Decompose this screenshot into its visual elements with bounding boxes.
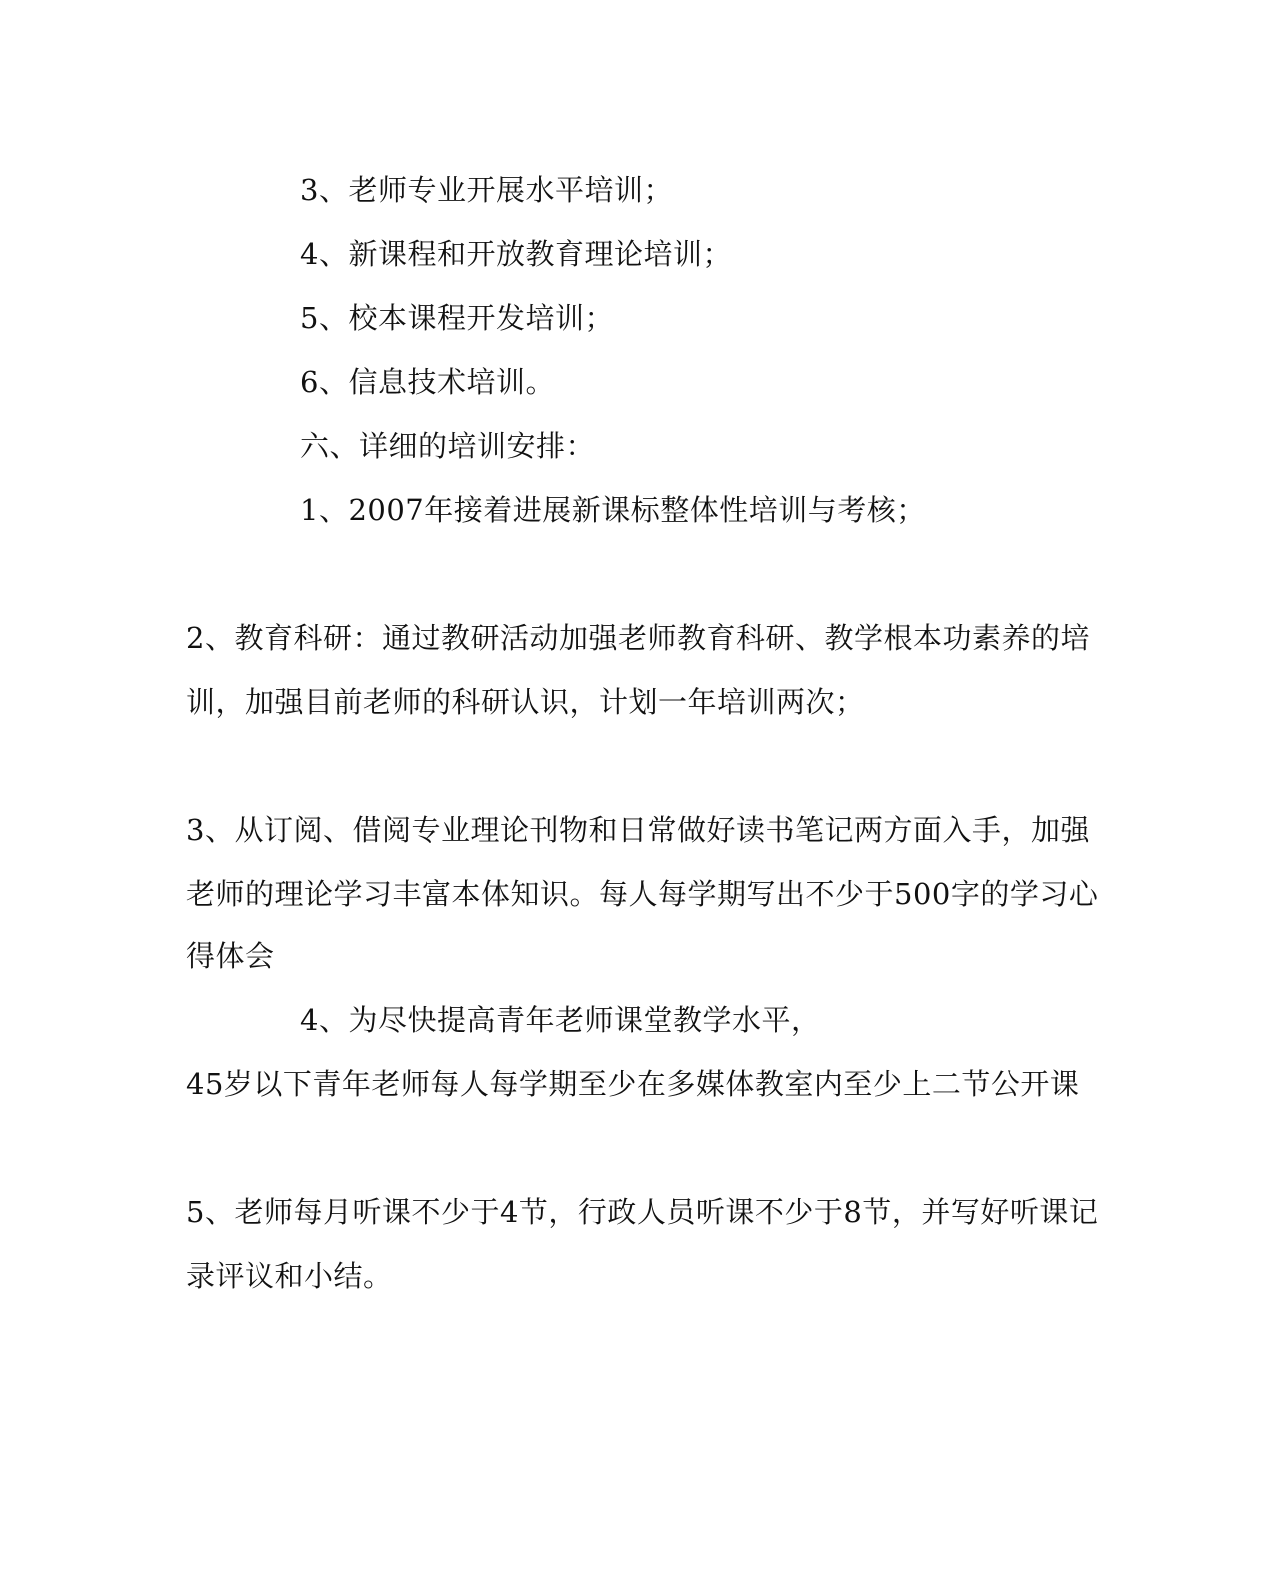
section-heading: 六、详细的培训安排： bbox=[300, 429, 596, 463]
arrangement-item-2-line-2: 训，加强目前老师的科研认识，计划一年培训两次； bbox=[186, 685, 865, 719]
arrangement-item-5-line-2: 录评议和小结。 bbox=[186, 1259, 393, 1293]
arrangement-item-2-line-1: 2、教育科研：通过教研活动加强老师教育科研、教学根本功素养的培 bbox=[186, 621, 1090, 655]
arrangement-item-3-line-2: 老师的理论学习丰富本体知识。每人每学期写出不少于500字的学习心 bbox=[186, 877, 1099, 911]
arrangement-item-4-line-1: 4、为尽快提高青年老师课堂教学水平， bbox=[300, 1003, 821, 1037]
list-item-5: 5、校本课程开发培训； bbox=[300, 301, 614, 335]
arrangement-item-4-line-2: 45岁以下青年老师每人每学期至少在多媒体教室内至少上二节公开课 bbox=[186, 1067, 1080, 1101]
arrangement-item-3-line-3: 得体会 bbox=[186, 939, 275, 973]
arrangement-item-5-line-1: 5、老师每月听课不少于4节，行政人员听课不少于8节，并写好听课记 bbox=[186, 1195, 1099, 1229]
list-item-4: 4、新课程和开放教育理论培训； bbox=[300, 237, 732, 271]
list-item-3: 3、老师专业开展水平培训； bbox=[300, 173, 673, 207]
list-item-6: 6、信息技术培训。 bbox=[300, 365, 555, 399]
arrangement-item-1: 1、2007年接着进展新课标整体性培训与考核； bbox=[300, 493, 926, 527]
arrangement-item-3-line-1: 3、从订阅、借阅专业理论刊物和日常做好读书笔记两方面入手，加强 bbox=[186, 813, 1090, 847]
